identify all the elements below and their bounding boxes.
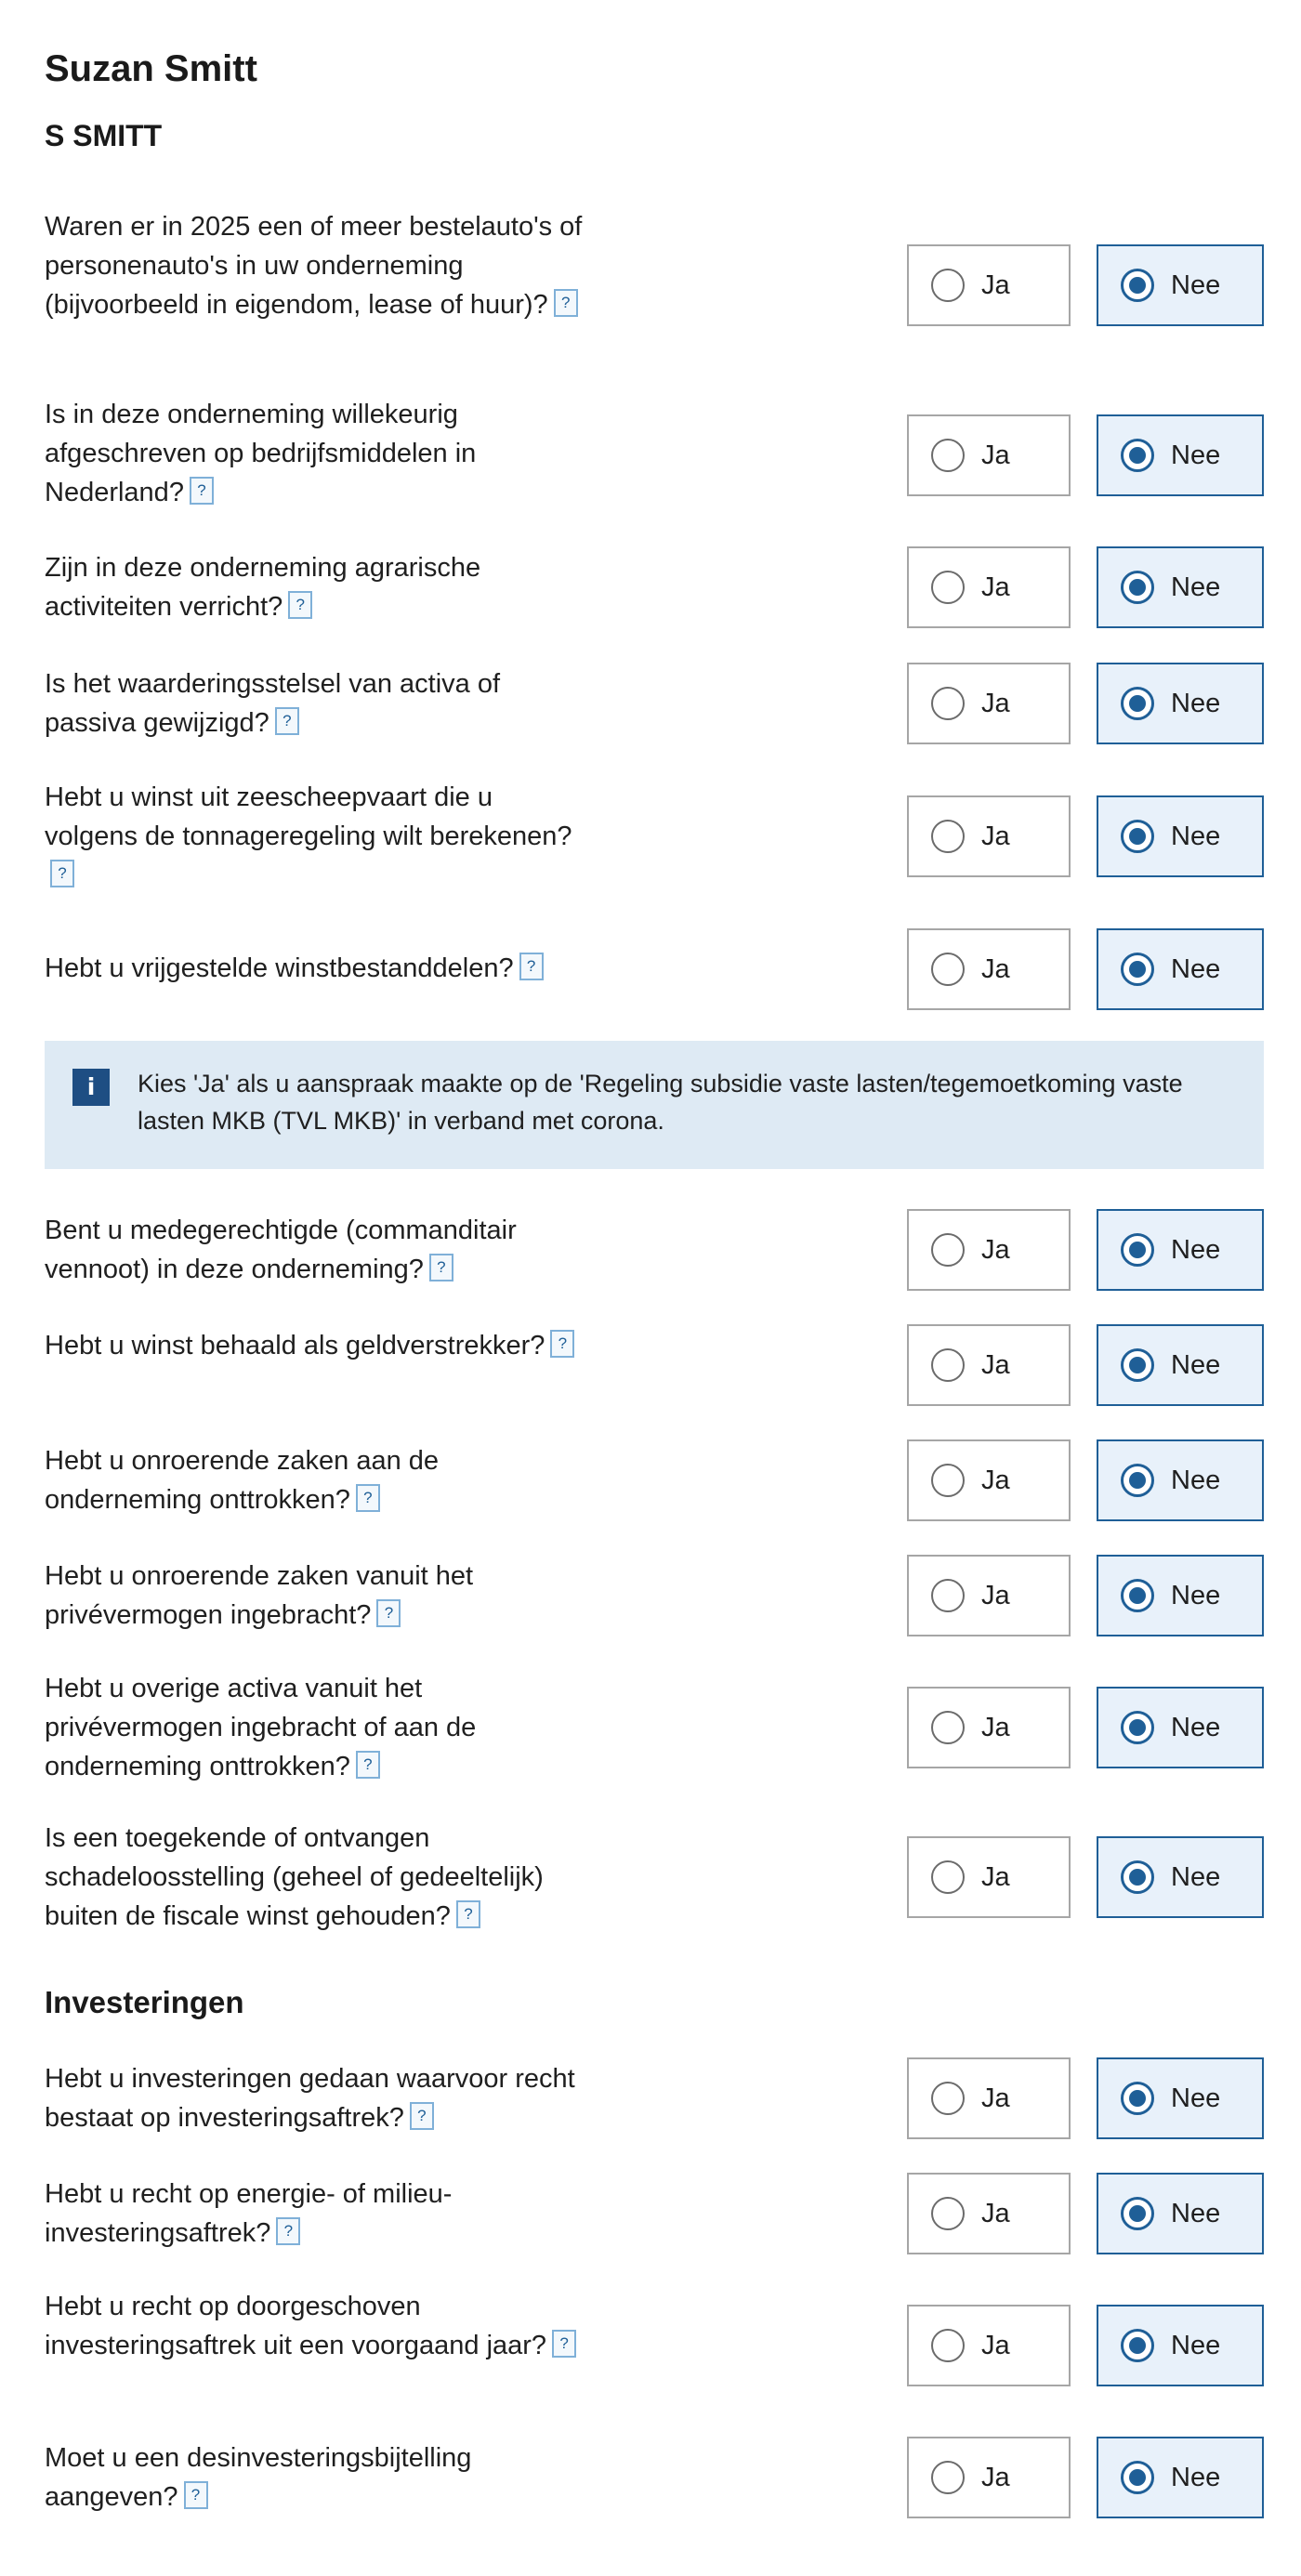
help-icon[interactable]: ? xyxy=(276,2217,300,2245)
help-icon[interactable]: ? xyxy=(356,1751,380,1779)
radio-selected-icon xyxy=(1121,1233,1154,1267)
option-label: Ja xyxy=(981,1465,1010,1495)
radio-unselected-icon xyxy=(931,1711,965,1744)
option-ja[interactable] xyxy=(907,2057,1071,2139)
question-text xyxy=(45,1326,584,1365)
radio-unselected-icon xyxy=(931,2461,965,2494)
option-label: Nee xyxy=(1171,821,1221,851)
option-nee[interactable] xyxy=(1097,2173,1264,2254)
option-label: Ja xyxy=(981,270,1010,300)
question-label: Hebt u vrijgestelde winstbestanddelen? xyxy=(45,953,514,983)
option-nee[interactable] xyxy=(1097,2305,1264,2386)
info-box xyxy=(45,1041,1264,1169)
help-icon[interactable]: ? xyxy=(275,707,299,735)
radio-unselected-icon xyxy=(931,1348,965,1382)
option-label: Ja xyxy=(981,1581,1010,1610)
option-nee[interactable] xyxy=(1097,663,1264,744)
option-ja[interactable] xyxy=(907,244,1071,326)
question-text xyxy=(45,1441,584,1519)
radio-selected-icon xyxy=(1121,953,1154,986)
option-label: Ja xyxy=(981,1235,1010,1265)
option-nee[interactable] xyxy=(1097,1687,1264,1768)
taxpayer-name: Suzan Smitt xyxy=(45,48,257,89)
question-label: Is in deze onderneming willekeurig afgeschreven op bedrijfsmiddelen in Nederland? xyxy=(45,400,477,507)
option-ja[interactable] xyxy=(907,663,1071,744)
option-nee[interactable] xyxy=(1097,1836,1264,1918)
option-label: Nee xyxy=(1171,1235,1221,1265)
option-ja[interactable] xyxy=(907,1439,1071,1521)
option-label: Ja xyxy=(981,440,1010,470)
question-text xyxy=(45,778,584,895)
radio-selected-icon xyxy=(1121,1464,1154,1497)
option-ja[interactable] xyxy=(907,2305,1071,2386)
option-label: Nee xyxy=(1171,1713,1221,1742)
radio-unselected-icon xyxy=(931,2329,965,2362)
question-text xyxy=(45,2059,584,2137)
option-nee[interactable] xyxy=(1097,795,1264,877)
question-label: Hebt u onroerende zaken vanuit het privévermogen ingebracht? xyxy=(45,1561,474,1630)
question-text xyxy=(45,2438,584,2517)
question-label: Bent u medegerechtigde (commanditair vennoot) in deze onderneming? xyxy=(45,1216,517,1284)
option-label: Nee xyxy=(1171,2199,1221,2228)
question-label: Hebt u investeringen gedaan waarvoor recht bestaat op investeringsaftrek? xyxy=(45,2064,575,2133)
option-label: Nee xyxy=(1171,1581,1221,1610)
option-nee[interactable] xyxy=(1097,928,1264,1010)
question-text xyxy=(45,1819,584,1936)
question-text xyxy=(45,664,584,743)
option-label: Ja xyxy=(981,572,1010,602)
option-label: Nee xyxy=(1171,2083,1221,2113)
radio-selected-icon xyxy=(1121,1860,1154,1894)
option-ja[interactable] xyxy=(907,1555,1071,1636)
help-icon[interactable]: ? xyxy=(288,591,312,619)
option-nee[interactable] xyxy=(1097,1209,1264,1291)
option-nee[interactable] xyxy=(1097,2437,1264,2518)
question-label: Is het waarderingsstelsel van activa of passiva gewijzigd? xyxy=(45,669,501,738)
question-text xyxy=(45,2287,584,2365)
option-ja[interactable] xyxy=(907,795,1071,877)
question-text xyxy=(45,207,584,324)
option-label: Ja xyxy=(981,821,1010,851)
radio-unselected-icon xyxy=(931,1579,965,1612)
option-ja[interactable] xyxy=(907,2437,1071,2518)
option-label: Ja xyxy=(981,954,1010,984)
radio-unselected-icon xyxy=(931,1860,965,1894)
radio-selected-icon xyxy=(1121,2082,1154,2115)
option-ja[interactable] xyxy=(907,546,1071,628)
option-label: Nee xyxy=(1171,689,1221,718)
question-label: Waren er in 2025 een of meer bestelauto's of personenauto's in uw onderneming (bijvoorbeeld in eigendom, lease of huur)? xyxy=(45,212,583,320)
option-ja[interactable] xyxy=(907,2173,1071,2254)
radio-selected-icon xyxy=(1121,2329,1154,2362)
option-nee[interactable] xyxy=(1097,1555,1264,1636)
option-label: Nee xyxy=(1171,1465,1221,1495)
option-label: Nee xyxy=(1171,1862,1221,1892)
option-label: Nee xyxy=(1171,572,1221,602)
help-icon[interactable]: ? xyxy=(456,1900,480,1928)
help-icon[interactable]: ? xyxy=(356,1484,380,1512)
section-title-investeringen: Investeringen xyxy=(45,1985,244,2019)
radio-unselected-icon xyxy=(931,1464,965,1497)
help-icon[interactable]: ? xyxy=(410,2102,434,2130)
option-nee[interactable] xyxy=(1097,546,1264,628)
info-icon: i xyxy=(72,1069,110,1106)
option-label: Ja xyxy=(981,2331,1010,2360)
radio-selected-icon xyxy=(1121,1711,1154,1744)
option-label: Nee xyxy=(1171,2463,1221,2492)
radio-selected-icon xyxy=(1121,571,1154,604)
option-nee[interactable] xyxy=(1097,244,1264,326)
option-nee[interactable] xyxy=(1097,2057,1264,2139)
help-icon[interactable]: ? xyxy=(554,289,578,317)
help-icon[interactable]: ? xyxy=(550,1330,574,1358)
question-label: Hebt u winst behaald als geldverstrekker? xyxy=(45,1331,545,1360)
question-label: Hebt u onroerende zaken aan de onderneming onttrokken? xyxy=(45,1446,440,1515)
info-text: Kies 'Ja' als u aanspraak maakte op de 'Regeling subsidie vaste lasten/tegemoetkoming vaste lasten MKB (TVL MKB)' in verband met corona. xyxy=(138,1070,1183,1135)
help-icon[interactable]: ? xyxy=(552,2330,576,2358)
option-label: Ja xyxy=(981,1350,1010,1380)
option-label: Nee xyxy=(1171,440,1221,470)
help-icon[interactable]: ? xyxy=(519,953,544,980)
radio-unselected-icon xyxy=(931,2197,965,2230)
option-nee[interactable] xyxy=(1097,1324,1264,1406)
radio-selected-icon xyxy=(1121,2197,1154,2230)
option-label: Ja xyxy=(981,689,1010,718)
option-label: Nee xyxy=(1171,2331,1221,2360)
option-label: Nee xyxy=(1171,1350,1221,1380)
question-text xyxy=(45,1669,584,1786)
radio-selected-icon xyxy=(1121,439,1154,472)
option-label: Ja xyxy=(981,2463,1010,2492)
option-label: Nee xyxy=(1171,270,1221,300)
radio-unselected-icon xyxy=(931,2082,965,2115)
question-label: Moet u een desinvesteringsbijtelling aangeven? xyxy=(45,2443,472,2512)
radio-selected-icon xyxy=(1121,820,1154,853)
option-label: Ja xyxy=(981,1713,1010,1742)
question-text xyxy=(45,2175,584,2253)
radio-selected-icon xyxy=(1121,687,1154,720)
question-text xyxy=(45,1557,584,1635)
question-label: Hebt u winst uit zeescheepvaart die u volgens de tonnageregeling wilt berekenen? xyxy=(45,782,572,851)
radio-unselected-icon xyxy=(931,687,965,720)
radio-unselected-icon xyxy=(931,439,965,472)
help-icon[interactable]: ? xyxy=(190,477,214,505)
option-label: Ja xyxy=(981,2083,1010,2113)
radio-unselected-icon xyxy=(931,953,965,986)
option-ja[interactable] xyxy=(907,1209,1071,1291)
question-label: Zijn in deze onderneming agrarische activiteiten verricht? xyxy=(45,553,481,622)
question-text xyxy=(45,949,584,988)
radio-unselected-icon xyxy=(931,820,965,853)
taxpayer-initials-name: S SMITT xyxy=(45,119,163,152)
option-ja[interactable] xyxy=(907,1324,1071,1406)
option-ja[interactable] xyxy=(907,928,1071,1010)
radio-unselected-icon xyxy=(931,269,965,302)
question-text xyxy=(45,548,584,626)
question-text xyxy=(45,1211,584,1289)
option-nee[interactable] xyxy=(1097,1439,1264,1521)
question-label: Hebt u overige activa vanuit het privévermogen ingebracht of aan de onderneming onttrokken? xyxy=(45,1674,477,1781)
question-label: Hebt u recht op energie- of milieu-investeringsaftrek? xyxy=(45,2179,453,2248)
radio-selected-icon xyxy=(1121,1348,1154,1382)
radio-selected-icon xyxy=(1121,1579,1154,1612)
option-ja[interactable] xyxy=(907,414,1071,496)
radio-selected-icon xyxy=(1121,269,1154,302)
help-icon[interactable]: ? xyxy=(376,1599,401,1627)
option-ja[interactable] xyxy=(907,1687,1071,1768)
help-icon[interactable]: ? xyxy=(184,2481,208,2509)
question-text xyxy=(45,395,584,512)
option-ja[interactable] xyxy=(907,1836,1071,1918)
question-label: Hebt u recht op doorgeschoven investeringsaftrek uit een voorgaand jaar? xyxy=(45,2292,547,2360)
option-label: Ja xyxy=(981,1862,1010,1892)
option-label: Ja xyxy=(981,2199,1010,2228)
option-nee[interactable] xyxy=(1097,414,1264,496)
radio-selected-icon xyxy=(1121,2461,1154,2494)
radio-unselected-icon xyxy=(931,1233,965,1267)
option-label: Nee xyxy=(1171,954,1221,984)
question-label: Is een toegekende of ontvangen schadeloosstelling (geheel of gedeeltelijk) buiten de fiscale winst gehouden? xyxy=(45,1823,544,1931)
help-icon[interactable]: ? xyxy=(50,860,74,887)
radio-unselected-icon xyxy=(931,571,965,604)
help-icon[interactable]: ? xyxy=(429,1254,453,1281)
